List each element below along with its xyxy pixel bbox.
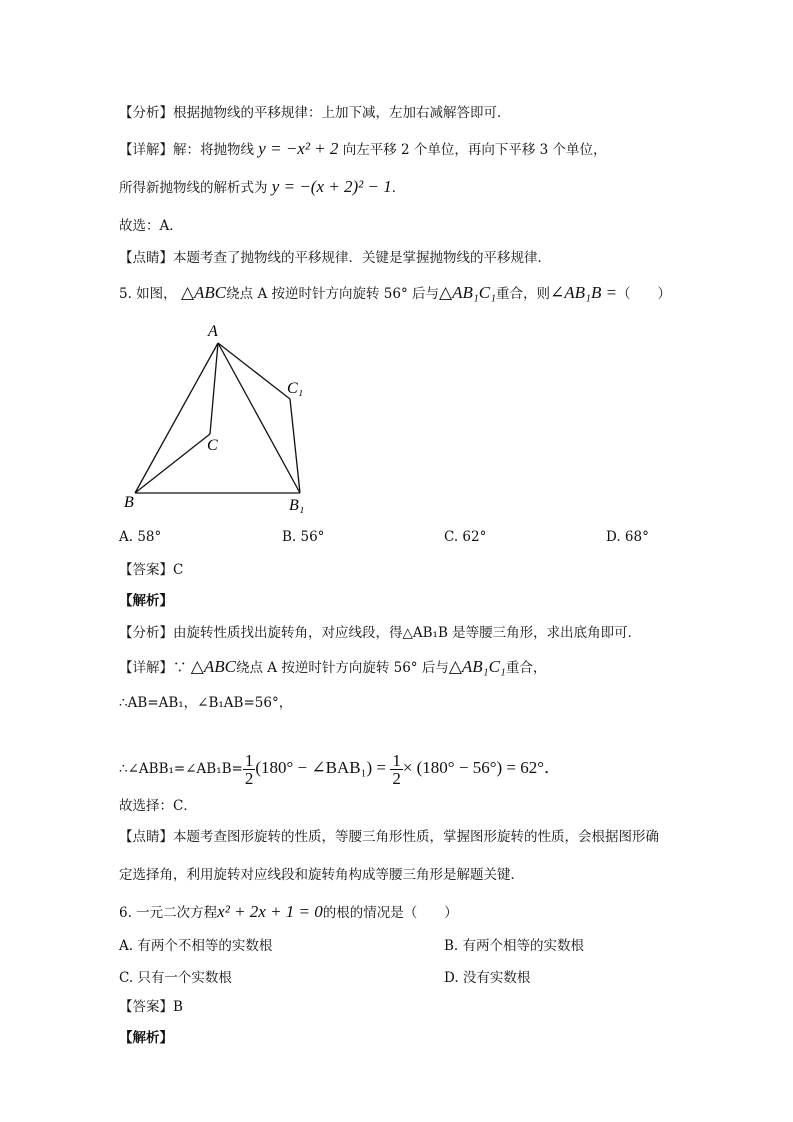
fraction-denominator: 2 xyxy=(392,769,401,788)
q4-result-suffix: ． xyxy=(391,180,406,196)
q6-stem xyxy=(119,903,458,922)
label-C1: C₁ xyxy=(287,380,304,397)
q5-detail-tri1: △ABC xyxy=(190,657,236,676)
q6-stem-formula: x² + 2x + 1 = 0 xyxy=(217,902,323,921)
label-C: C xyxy=(207,437,218,454)
q5-answer: 【答案】C xyxy=(119,562,184,578)
fraction-numerator: 1 xyxy=(244,751,254,770)
q5-choice: 故选择：C． xyxy=(119,798,197,814)
label-B1: B₁ xyxy=(289,497,305,514)
q5-step2-prefix: ∴∠ABB₁=∠AB₁B= xyxy=(119,761,243,777)
q6-stem-suffix: 的根的情况是（ ） xyxy=(322,905,458,921)
q4-detail-formula: y = −x² + 2 xyxy=(258,139,339,158)
q5-detail-prefix: 【详解】∵ xyxy=(119,660,191,676)
q4-choice: 故选：A． xyxy=(119,218,183,234)
q5-stem-mid: 绕点 A 按逆时针方向旋转 56° 后与 xyxy=(226,286,439,302)
q5-detail-mid: 绕点 A 按逆时针方向旋转 56° 后与 xyxy=(235,660,449,676)
q4-detail-suffix: 向左平移 2 个单位，再向下平移 3 个单位， xyxy=(342,142,607,158)
q5-comment-line1: 【点睛】本题考查图形旋转的性质，等腰三角形性质，掌握图形旋转的性质，会根据图形确 xyxy=(119,829,659,845)
q4-comment: 【点睛】本题考查了抛物线的平移规律．关键是掌握抛物线的平移规律． xyxy=(119,250,551,266)
q5-comment-line2: 定选择角，利用旋转对应线段和旋转角构成等腰三角形是解题关键． xyxy=(119,867,524,883)
q4-detail-prefix: 【详解】解：将抛物线 xyxy=(119,142,254,158)
q5-step2-mid: (180° − ∠BAB₁) = xyxy=(255,758,387,777)
q5-stem-tri2: △AB₁C₁ xyxy=(439,283,497,302)
q5-option-c[interactable]: C. 62° xyxy=(444,529,487,545)
q6-option-b[interactable]: B. 有两个相等的实数根 xyxy=(444,938,585,954)
q4-result-formula: y = −(x + 2)² − 1 xyxy=(271,177,392,196)
segment-AC1 xyxy=(218,343,290,399)
q5-explanation-header: 【解析】 xyxy=(119,593,173,609)
q6-option-c[interactable]: C. 只有一个实数根 xyxy=(119,970,232,986)
segment-C1B1 xyxy=(290,399,300,493)
q5-detail-suffix: 重合， xyxy=(505,660,547,676)
fraction-numerator: 1 xyxy=(392,751,401,770)
fraction-half-2 xyxy=(390,752,403,787)
q5-stem-prefix: 5. 如图， xyxy=(119,286,177,302)
q5-option-b[interactable]: B. 56° xyxy=(282,529,325,545)
q5-detail xyxy=(119,658,546,677)
q5-option-a[interactable]: A. 58° xyxy=(119,529,162,545)
q4-analysis: 【分析】根据抛物线的平移规律：上加下减，左加右减解答即可． xyxy=(119,105,511,121)
fraction-denominator: 2 xyxy=(244,769,254,788)
q6-answer: 【答案】B xyxy=(119,999,183,1015)
q6-option-a[interactable]: A. 有两个不相等的实数根 xyxy=(119,938,273,954)
segment-AB xyxy=(135,343,218,493)
q6-option-d[interactable]: D. 没有实数根 xyxy=(444,970,531,986)
q5-stem-paren: （ ） xyxy=(617,286,672,302)
q6-explanation-header: 【解析】 xyxy=(119,1030,173,1046)
q5-option-d[interactable]: D. 68° xyxy=(606,529,649,545)
q5-step1: ∴AB=AB₁，∠B₁AB=56°， xyxy=(119,695,293,711)
q5-step2 xyxy=(119,748,561,789)
segment-BC xyxy=(135,434,210,493)
fraction-half xyxy=(243,752,256,787)
q5-stem-angle: ∠AB₁B = xyxy=(550,283,618,302)
q6-stem-prefix: 6. 一元二次方程 xyxy=(119,905,218,921)
q5-stem-tri1: △ABC xyxy=(180,283,227,302)
label-A: A xyxy=(208,323,218,340)
q5-step2-end: × (180° − 56°) = 62°． xyxy=(402,758,562,777)
segment-AB1 xyxy=(218,343,300,493)
segment-CA xyxy=(210,343,218,434)
label-B: B xyxy=(124,494,134,511)
q5-stem-mid2: 重合，则 xyxy=(496,286,551,302)
q5-analysis: 【分析】由旋转性质找出旋转角，对应线段，得△AB₁B 是等腰三角形，求出底角即可． xyxy=(119,625,642,641)
q4-result-prefix: 所得新抛物线的解析式为 xyxy=(119,180,268,196)
q5-detail-tri2: △AB₁C₁ xyxy=(448,657,506,676)
